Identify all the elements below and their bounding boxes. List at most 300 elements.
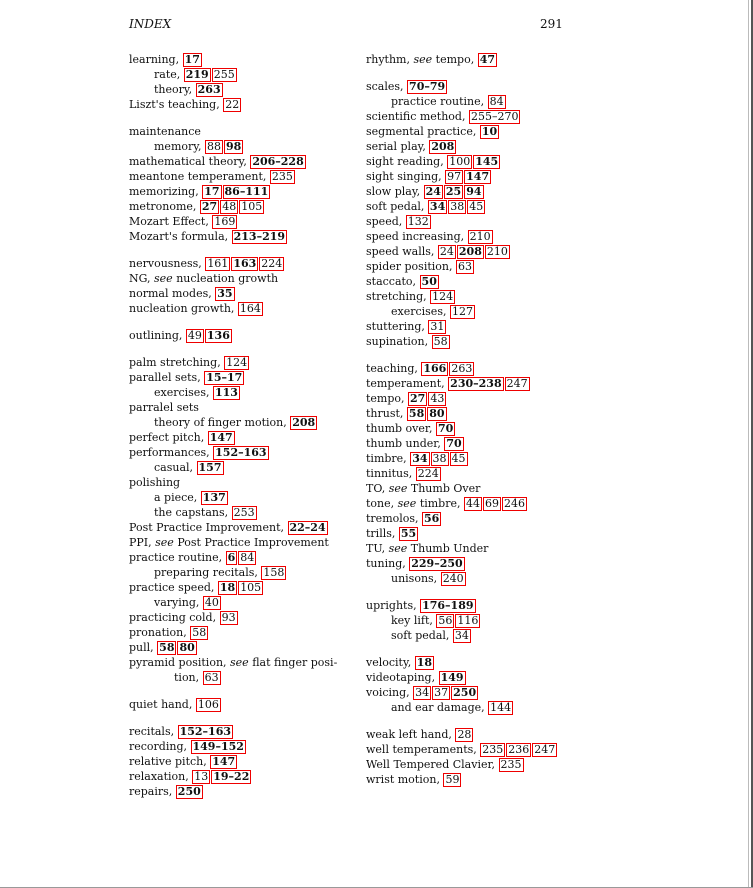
index-subentry <box>129 565 354 580</box>
see-reference-target[interactable]: tempo, <box>435 53 475 66</box>
entry-term: relative pitch, <box>129 755 207 768</box>
index-entry <box>129 430 354 445</box>
page-reference-link[interactable]: 80 <box>429 407 445 420</box>
entry-term: speed increasing, <box>366 230 465 243</box>
entry-gap <box>129 244 354 256</box>
page-reference-link[interactable]: 34 <box>415 686 430 699</box>
entry-term: trills, <box>366 527 396 540</box>
entry-term: segmental practice, <box>366 125 477 138</box>
page-reference-link[interactable]: 250 <box>453 686 477 699</box>
index-entry <box>129 445 354 460</box>
index-entry <box>129 724 354 739</box>
page-reference-link[interactable]: 58 <box>192 626 207 639</box>
entry-gap <box>129 343 354 355</box>
index-entry <box>129 370 354 385</box>
page-reference-link[interactable]: 116 <box>457 614 479 627</box>
entry-term: sight reading, <box>366 155 444 168</box>
index-subentry <box>129 385 354 400</box>
page-reference-link[interactable]: 224 <box>417 467 439 480</box>
entry-term: mathematical theory, <box>129 155 247 168</box>
page-reference-link[interactable]: 247 <box>506 377 528 390</box>
index-subentry <box>129 139 354 154</box>
index-entry <box>366 319 591 334</box>
entry-term: videotaping, <box>366 671 436 684</box>
page-reference-link[interactable]: 55 <box>400 527 417 540</box>
index-entry <box>366 214 591 229</box>
entry-term: practicing cold, <box>129 611 217 624</box>
page-reference-link[interactable]: 235 <box>500 758 522 771</box>
index-entry <box>129 124 354 139</box>
page-reference-link[interactable]: 240 <box>442 572 464 585</box>
page-reference-link[interactable]: 40 <box>204 596 219 609</box>
entry-term: palm stretching, <box>129 356 221 369</box>
entry-gap <box>129 316 354 328</box>
entry-term: scientific method, <box>366 110 466 123</box>
page-reference-link[interactable]: 47 <box>479 53 496 66</box>
page-reference-link[interactable]: 22 <box>225 98 240 111</box>
entry-gap <box>129 112 354 124</box>
page-reference-link[interactable]: 161 <box>207 257 229 270</box>
page-reference-link[interactable]: 147 <box>466 170 490 183</box>
index-entry <box>129 214 354 229</box>
entry-gap <box>366 67 591 79</box>
index-entry <box>366 289 591 304</box>
entry-term: tuning, <box>366 557 406 570</box>
index-column-left <box>129 52 354 799</box>
index-entry <box>366 598 591 613</box>
entry-term: thumb under, <box>366 437 441 450</box>
entry-term: memory, <box>154 140 202 153</box>
index-entry <box>366 655 591 670</box>
page-reference-link[interactable]: 6 <box>227 551 236 564</box>
running-header-title: INDEX <box>129 17 172 31</box>
entry-gap <box>366 643 591 655</box>
index-entry <box>366 109 591 124</box>
index-entry <box>366 274 591 289</box>
page-reference-link[interactable]: 27 <box>410 392 426 405</box>
page-reference-link[interactable]: 37 <box>434 686 449 699</box>
see-reference-label: see <box>397 497 417 510</box>
index-entry <box>129 640 354 655</box>
page-reference-link[interactable]: 164 <box>239 302 261 315</box>
index-entry <box>366 376 591 391</box>
index-entry <box>366 334 591 349</box>
index-entry <box>366 154 591 169</box>
page-reference-link[interactable]: 208 <box>292 416 316 429</box>
index-entry <box>129 625 354 640</box>
index-subentry <box>129 460 354 475</box>
entry-term: NG, <box>129 272 151 285</box>
see-reference-label: see <box>230 656 249 669</box>
entry-term: slow play, <box>366 185 421 198</box>
page-reference-link[interactable]: 38 <box>432 452 447 465</box>
entry-term: timbre, <box>366 452 407 465</box>
page-reference-link[interactable]: 166 <box>423 362 447 375</box>
page-reference-link[interactable]: 124 <box>226 356 248 369</box>
entry-term: relaxation, <box>129 770 189 783</box>
page-reference-link[interactable]: 45 <box>451 452 466 465</box>
index-entry <box>129 655 354 670</box>
page-reference-link[interactable]: 27 <box>201 200 218 213</box>
page-reference-link[interactable]: 100 <box>449 155 471 168</box>
entry-term: performances, <box>129 446 210 459</box>
page-reference-link[interactable]: 208 <box>431 140 455 153</box>
page-reference-link[interactable]: 25 <box>445 185 462 198</box>
index-entry <box>366 139 591 154</box>
entry-term: preparing recitals, <box>154 566 258 579</box>
page-reference-link[interactable]: 93 <box>221 611 236 624</box>
entry-term: Well Tempered Clavier, <box>366 758 496 771</box>
page-reference-link[interactable]: 80 <box>179 641 195 654</box>
index-entry <box>129 739 354 754</box>
page-reference-link[interactable]: 230–238 <box>450 377 502 390</box>
page-reference-link[interactable]: 208 <box>458 245 482 258</box>
index-entry <box>366 481 591 496</box>
index-entry <box>129 154 354 169</box>
index-subentry <box>129 490 354 505</box>
index-entry <box>129 199 354 214</box>
entry-term: exercises, <box>154 386 210 399</box>
page-reference-link[interactable]: 19–22 <box>213 770 250 783</box>
entry-term: pull, <box>129 641 154 654</box>
page-reference-link[interactable]: 213–219 <box>233 230 286 243</box>
entry-term: pronation, <box>129 626 187 639</box>
page-reference-link[interactable]: 229–250 <box>411 557 463 570</box>
index-entry <box>129 301 354 316</box>
index-entry <box>366 52 591 67</box>
index-entry <box>129 550 354 565</box>
page-reference-link[interactable]: 206–228 <box>252 155 304 168</box>
page-reference-link[interactable]: 94 <box>466 185 482 198</box>
see-reference-label: see <box>388 482 408 495</box>
index-entry <box>366 526 591 541</box>
page-reference-link[interactable]: 15–17 <box>206 371 243 384</box>
entry-term: polishing <box>129 476 181 489</box>
entry-term: uprights, <box>366 599 417 612</box>
page-reference-link[interactable]: 35 <box>217 287 233 300</box>
index-entry <box>366 79 591 94</box>
index-entry <box>129 286 354 301</box>
page-reference-link[interactable]: 255 <box>213 68 235 81</box>
see-reference-target[interactable]: Thumb Over <box>410 482 481 495</box>
entry-term: theory, <box>154 83 193 96</box>
see-reference-target[interactable]: nucleation growth <box>176 272 279 285</box>
entry-term: teaching, <box>366 362 418 375</box>
index-entry <box>129 328 354 343</box>
index-entry <box>366 511 591 526</box>
page-reference-link[interactable]: 106 <box>197 698 219 711</box>
entry-term: meantone temperament, <box>129 170 267 183</box>
page-reference-link[interactable]: 147 <box>209 431 233 444</box>
index-entry <box>129 355 354 370</box>
page-reference-link[interactable]: 17 <box>204 185 220 198</box>
entry-term: serial play, <box>366 140 426 153</box>
page-reference-link[interactable]: 24 <box>425 185 441 198</box>
page-reference-link[interactable]: 28 <box>457 728 472 741</box>
entry-gap <box>129 712 354 724</box>
see-reference-target[interactable]: flat finger posi- <box>252 656 338 669</box>
entry-term: memorizing, <box>129 185 199 198</box>
page-reference-link[interactable]: 235 <box>271 170 293 183</box>
page-reference-link[interactable]: 13 <box>194 770 209 783</box>
index-entry <box>129 271 354 286</box>
page-right-edge-inner <box>748 0 749 888</box>
entry-term: stuttering, <box>366 320 425 333</box>
page-reference-link[interactable]: 152–163 <box>179 725 232 738</box>
page-reference-link[interactable]: 263 <box>197 83 221 96</box>
entry-term: spider position, <box>366 260 453 273</box>
entry-term: sight singing, <box>366 170 442 183</box>
index-entry <box>129 784 354 799</box>
index-subentry <box>129 595 354 610</box>
page-reference-link[interactable]: 84 <box>240 551 255 564</box>
entry-gap <box>129 685 354 697</box>
entry-term: nervousness, <box>129 257 202 270</box>
page-reference-link[interactable]: 176–189 <box>422 599 474 612</box>
index-entry <box>129 670 354 685</box>
page-reference-link[interactable]: 69 <box>485 497 499 510</box>
index-entry <box>366 259 591 274</box>
index-entry <box>366 436 591 451</box>
page-reference-link[interactable]: 18 <box>416 656 433 669</box>
entry-term: theory of finger motion, <box>154 416 287 429</box>
page-reference-link[interactable]: 34 <box>412 452 428 465</box>
entry-term: learning, <box>129 53 180 66</box>
index-entry <box>366 184 591 199</box>
entry-term: practice routine, <box>391 95 485 108</box>
entry-term: speed, <box>366 215 403 228</box>
index-entry <box>129 97 354 112</box>
page-reference-link[interactable]: 38 <box>450 200 465 213</box>
page-reference-link[interactable]: 22–24 <box>289 521 326 534</box>
page-reference-link[interactable]: 157 <box>198 461 222 474</box>
page-reference-link[interactable]: 10 <box>481 125 498 138</box>
page-reference-link[interactable]: 255–270 <box>470 110 519 123</box>
page-reference-link[interactable]: 70 <box>446 437 462 450</box>
index-entry <box>129 580 354 595</box>
page-reference-link[interactable]: 49 <box>187 329 202 342</box>
index-entry <box>366 727 591 742</box>
page-reference-link[interactable]: 17 <box>184 53 200 66</box>
entry-gap <box>366 715 591 727</box>
index-entry <box>366 421 591 436</box>
index-entry <box>366 466 591 481</box>
page-reference-link[interactable]: 145 <box>475 155 499 168</box>
page-reference-link[interactable]: 247 <box>534 743 556 756</box>
entry-term: rate, <box>154 68 181 81</box>
index-subentry <box>129 415 354 430</box>
entry-term: soft pedal, <box>366 200 425 213</box>
entry-term: casual, <box>154 461 194 474</box>
index-entry <box>129 229 354 244</box>
index-column-right <box>366 52 591 787</box>
page-reference-link[interactable]: 137 <box>202 491 226 504</box>
page-reference-link[interactable]: 34 <box>429 200 446 213</box>
entry-term: Post Practice Improvement, <box>129 521 284 534</box>
page-reference-link[interactable]: 127 <box>451 305 473 318</box>
page-reference-link[interactable]: 86–111 <box>224 185 269 198</box>
page-reference-link[interactable]: 163 <box>233 257 257 270</box>
page-reference-link[interactable]: 210 <box>486 245 508 258</box>
page-reference-link[interactable]: 45 <box>469 200 484 213</box>
entry-term: exercises, <box>391 305 447 318</box>
index-entry <box>366 199 591 214</box>
page-reference-link[interactable]: 43 <box>430 392 445 405</box>
entry-term: wrist motion, <box>366 773 440 786</box>
index-entry <box>129 754 354 769</box>
entry-term: stretching, <box>366 290 427 303</box>
page-reference-link[interactable]: 105 <box>240 581 262 594</box>
page-reference-link[interactable]: 263 <box>451 362 473 375</box>
index-entry <box>366 229 591 244</box>
page-reference-link[interactable]: 34 <box>454 629 469 642</box>
index-subentry <box>129 82 354 97</box>
entry-term: tion, <box>174 671 200 684</box>
page-reference-link[interactable]: 113 <box>214 386 238 399</box>
page-reference-link[interactable]: 149–152 <box>192 740 244 753</box>
entry-term: voicing, <box>366 686 410 699</box>
index-entry <box>129 256 354 271</box>
page-reference-link[interactable]: 56 <box>424 512 440 525</box>
page-reference-link[interactable]: 98 <box>226 140 242 153</box>
index-subentry <box>366 304 591 319</box>
page-reference-link[interactable]: 224 <box>261 257 283 270</box>
entry-term: quiet hand, <box>129 698 193 711</box>
page-reference-link[interactable]: 253 <box>233 506 255 519</box>
entry-term: varying, <box>154 596 200 609</box>
index-subentry <box>366 571 591 586</box>
page-reference-link[interactable]: 63 <box>204 671 219 684</box>
page-reference-link[interactable]: 250 <box>177 785 201 798</box>
page-reference-link[interactable]: 124 <box>432 290 454 303</box>
see-reference-target[interactable]: Post Practice Improvement <box>177 536 329 549</box>
entry-term: nucleation growth, <box>129 302 235 315</box>
entry-term: Mozart Effect, <box>129 215 209 228</box>
page-reference-link[interactable]: 88 <box>207 140 222 153</box>
page-reference-link[interactable]: 50 <box>421 275 437 288</box>
entry-term: velocity, <box>366 656 412 669</box>
page-reference-link[interactable]: 105 <box>241 200 263 213</box>
page-reference-link[interactable]: 152–163 <box>215 446 267 459</box>
entry-term: key lift, <box>391 614 433 627</box>
index-entry <box>366 541 591 556</box>
index-entry <box>366 361 591 376</box>
index-entry <box>366 772 591 787</box>
entry-term: the capstans, <box>154 506 229 519</box>
entry-term: staccato, <box>366 275 417 288</box>
page-reference-link[interactable]: 136 <box>206 329 230 342</box>
index-entry <box>366 742 591 757</box>
index-entry <box>366 685 591 700</box>
index-entry <box>129 610 354 625</box>
entry-term: repairs, <box>129 785 173 798</box>
entry-term: metronome, <box>129 200 197 213</box>
page-reference-link[interactable]: 58 <box>408 407 425 420</box>
page-reference-link[interactable]: 59 <box>445 773 460 786</box>
see-reference-label: see <box>388 542 408 555</box>
index-subentry <box>366 700 591 715</box>
index-entry <box>366 244 591 259</box>
page-reference-link[interactable]: 246 <box>504 497 525 510</box>
page-reference-link[interactable]: 58 <box>433 335 448 348</box>
index-entry <box>129 520 354 535</box>
entry-term: maintenance <box>129 125 201 138</box>
index-entry <box>366 451 591 466</box>
entry-term: tinnitus, <box>366 467 413 480</box>
page-reference-link[interactable]: 132 <box>407 215 429 228</box>
index-entry <box>129 169 354 184</box>
page-reference-link[interactable]: 18 <box>219 581 236 594</box>
see-reference-label: see <box>154 272 173 285</box>
page-reference-link[interactable]: 84 <box>489 95 504 108</box>
entry-term: TO, <box>366 482 386 495</box>
see-reference-label: see <box>155 536 174 549</box>
page-reference-link[interactable]: 63 <box>457 260 472 273</box>
entry-term: normal modes, <box>129 287 212 300</box>
index-entry <box>129 697 354 712</box>
page-reference-link[interactable]: 210 <box>469 230 491 243</box>
index-entry <box>366 391 591 406</box>
page-reference-link[interactable]: 149 <box>440 671 464 684</box>
page-number: 291 <box>540 17 563 31</box>
page-reference-link[interactable]: 219 <box>185 68 209 81</box>
entry-term: temperament, <box>366 377 445 390</box>
page-reference-link[interactable]: 147 <box>212 755 236 768</box>
page-reference-link[interactable]: 70 <box>437 422 454 435</box>
entry-term: speed walls, <box>366 245 435 258</box>
entry-term: TU, <box>366 542 386 555</box>
index-entry <box>129 475 354 490</box>
page-reference-link[interactable]: 236 <box>508 743 530 756</box>
page-reference-link[interactable]: 24 <box>439 245 454 258</box>
entry-term: perfect pitch, <box>129 431 205 444</box>
index-entry <box>366 757 591 772</box>
entry-term: scales, <box>366 80 404 93</box>
entry-gap <box>366 586 591 598</box>
page-reference-link[interactable]: 56 <box>438 614 453 627</box>
page-reference-link[interactable]: 144 <box>490 701 512 714</box>
page-reference-link[interactable]: 48 <box>222 200 237 213</box>
entry-term: and ear damage, <box>391 701 485 714</box>
page-reference-link[interactable]: 97 <box>447 170 462 183</box>
entry-term: well temperaments, <box>366 743 477 756</box>
index-entry <box>366 556 591 571</box>
index-entry <box>129 52 354 67</box>
page-reference-link[interactable]: 169 <box>214 215 236 228</box>
index-subentry <box>129 505 354 520</box>
see-reference-target[interactable]: Thumb Under <box>410 542 489 555</box>
index-subentry <box>366 628 591 643</box>
entry-term: tempo, <box>366 392 405 405</box>
entry-term: Liszt's teaching, <box>129 98 220 111</box>
entry-term: practice routine, <box>129 551 223 564</box>
see-reference-target[interactable]: timbre, <box>419 497 461 510</box>
page-reference-link[interactable]: 158 <box>263 566 285 579</box>
page-reference-link[interactable]: 70–79 <box>409 80 446 93</box>
entry-term: rhythm, <box>366 53 410 66</box>
entry-term: outlining, <box>129 329 183 342</box>
entry-gap <box>366 349 591 361</box>
index-entry <box>129 400 354 415</box>
page-reference-link[interactable]: 31 <box>430 320 445 333</box>
page-reference-link[interactable]: 235 <box>482 743 504 756</box>
index-entry <box>366 406 591 421</box>
index-entry <box>366 496 591 511</box>
index-subentry <box>366 94 591 109</box>
page-reference-link[interactable]: 44 <box>466 497 480 510</box>
page-reference-link[interactable]: 58 <box>159 641 175 654</box>
entry-term: tremolos, <box>366 512 419 525</box>
